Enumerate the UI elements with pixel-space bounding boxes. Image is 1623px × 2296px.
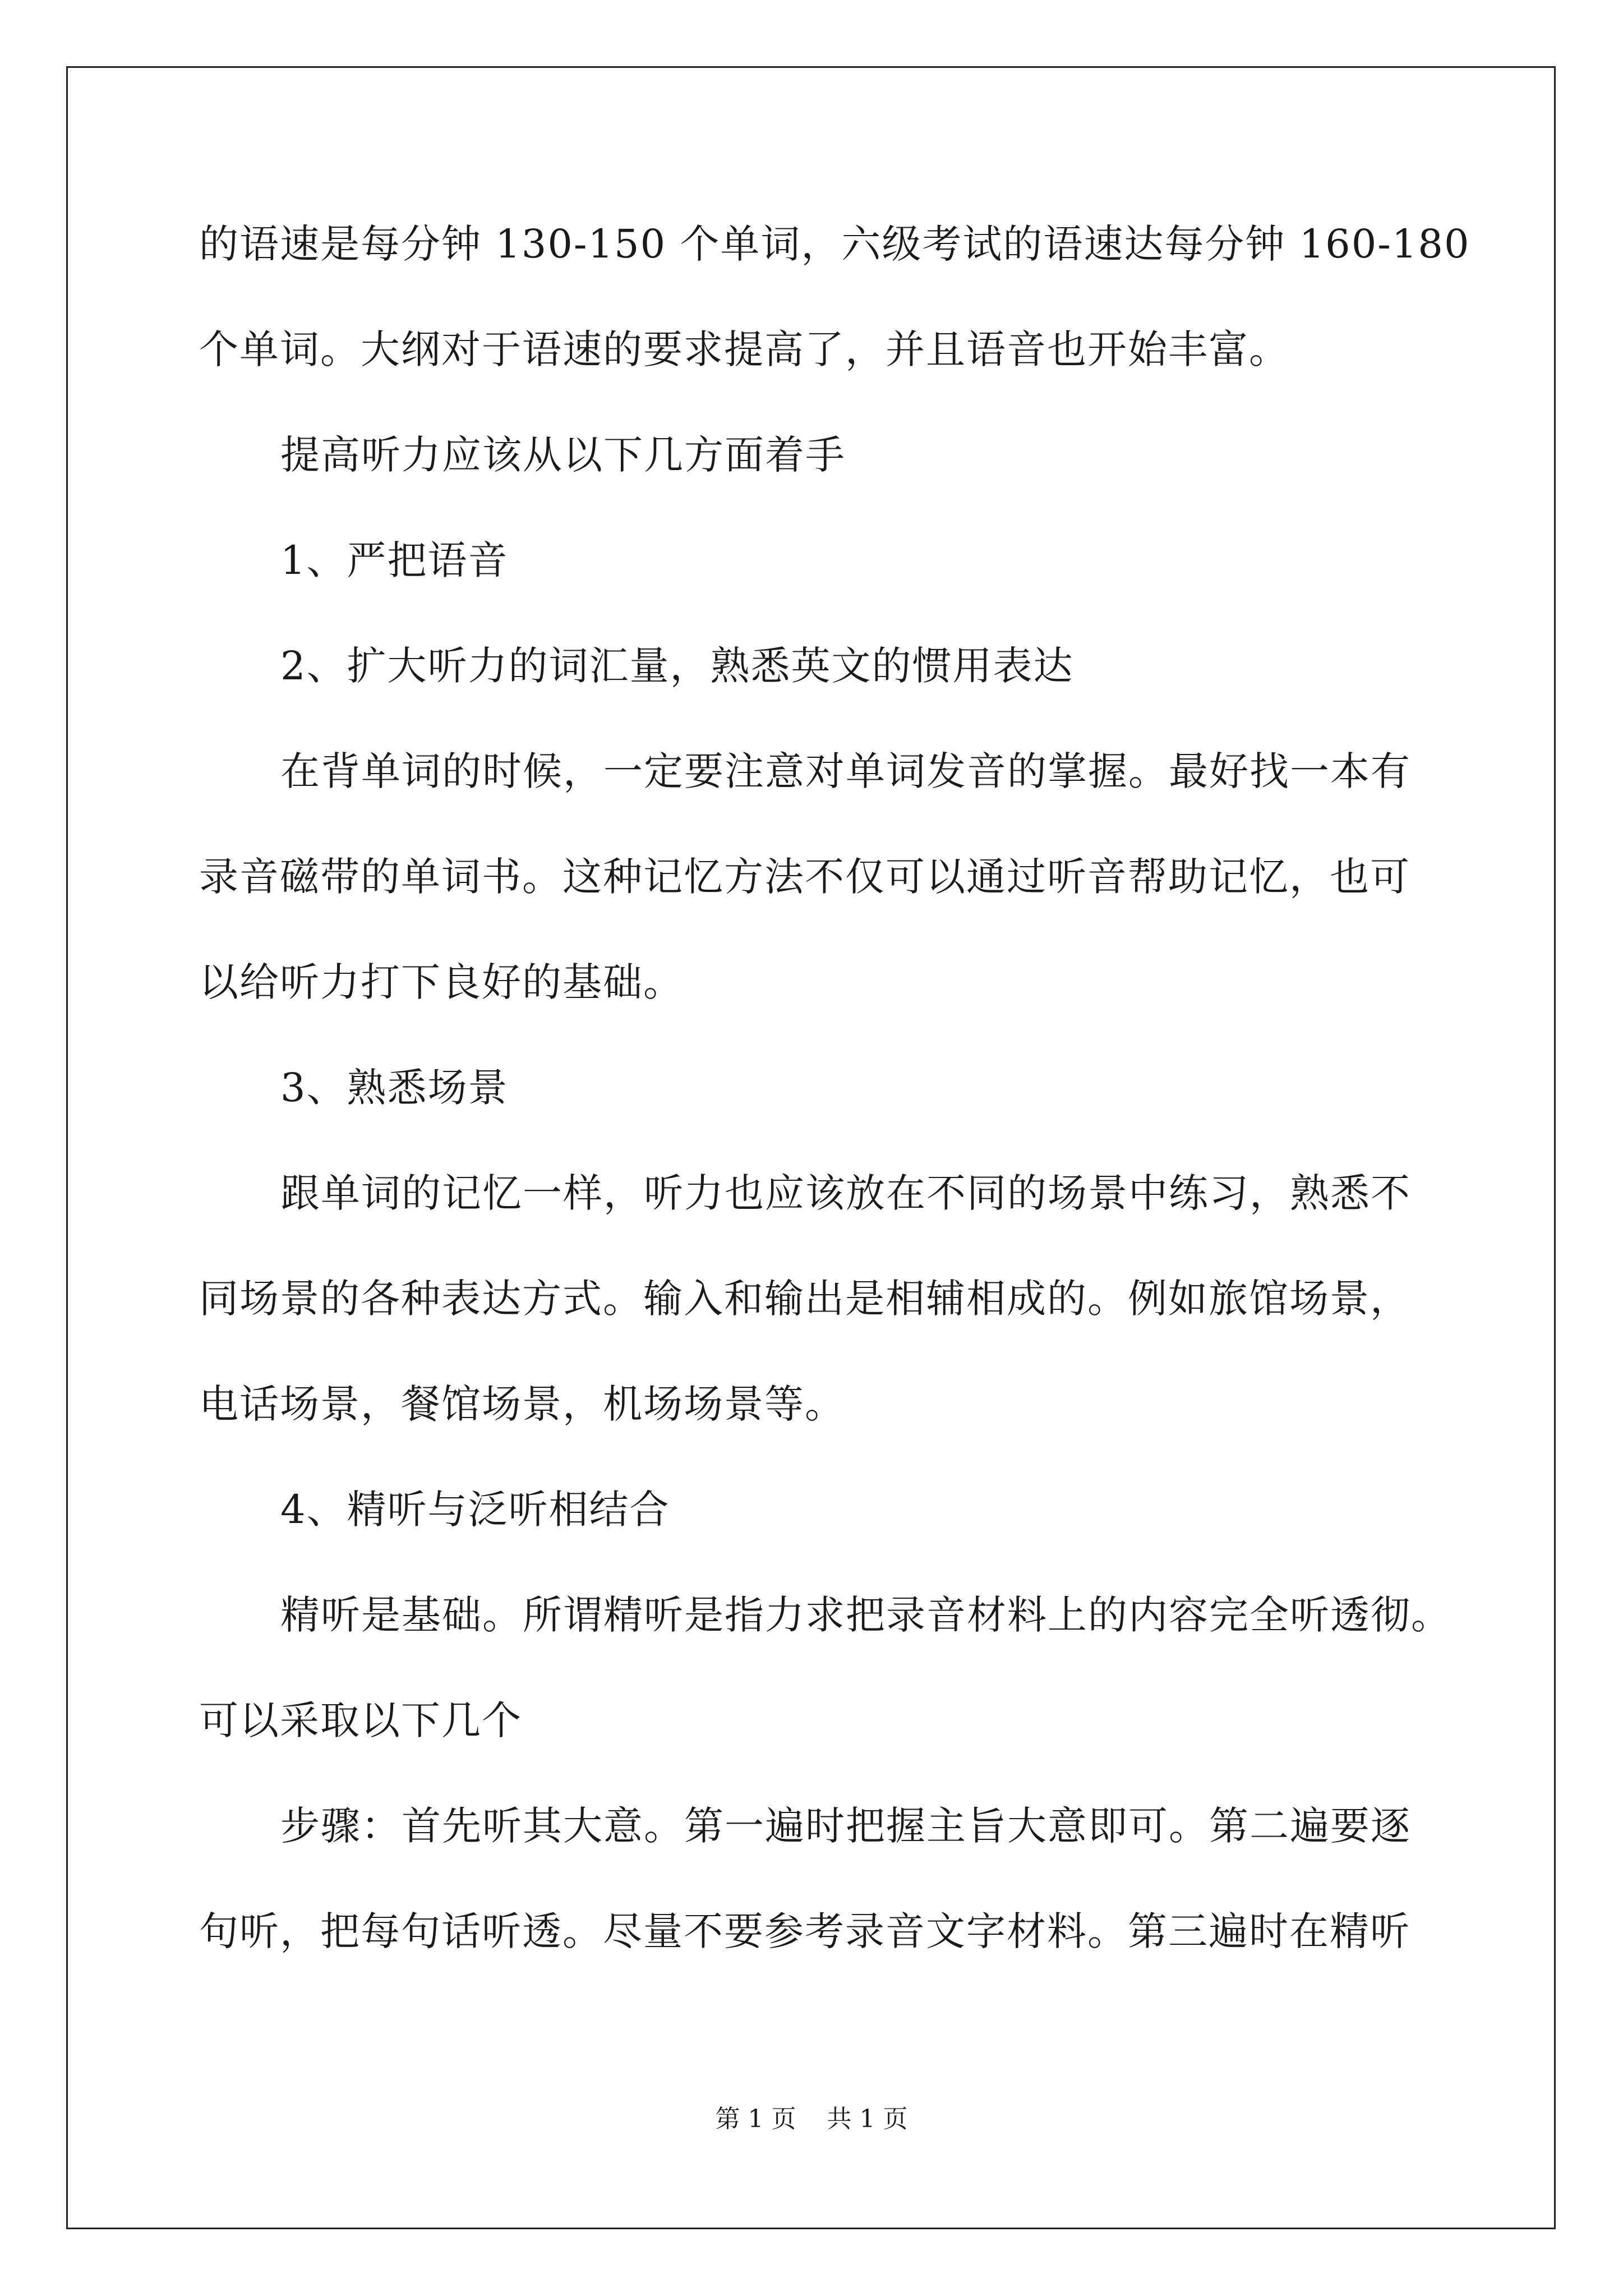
text-line: 的语速是每分钟 130-150 个单词，六级考试的语速达每分钟 160-180 [199,221,1470,267]
text-line: 电话场景，餐馆场景，机场场景等。 [199,1381,845,1427]
list-heading: 3、熟悉场景 [280,1065,509,1111]
list-heading: 1、严把语音 [280,537,509,583]
text-line: 句听，把每句话听透。尽量不要参考录音文字材料。第三遍时在精听 [199,1908,1410,1954]
text-line: 提高听力应该从以下几方面着手 [280,432,846,478]
text-line: 精听是基础。所谓精听是指力求把录音材料上的内容完全听透彻。 [280,1592,1451,1638]
list-heading: 4、精听与泛听相结合 [280,1487,670,1533]
page-number: 第 1 页 [715,2105,796,2133]
text-line: 步骤：首先听其大意。第一遍时把握主旨大意即可。第二遍要逐 [280,1803,1411,1849]
text-line: 在背单词的时候，一定要注意对单词发音的掌握。最好找一本有 [280,748,1411,794]
text-line: 跟单词的记忆一样，听力也应该放在不同的场景中练习，熟悉不 [280,1170,1411,1216]
text-line: 录音磁带的单词书。这种记忆方法不仅可以通过听音帮助记忆，也可 [199,854,1410,900]
text-line: 以给听力打下良好的基础。 [199,959,684,1005]
page-border [66,66,1556,2229]
text-line: 个单词。大纲对于语速的要求提高了，并且语音也开始丰富。 [199,326,1289,372]
page-footer [0,2102,1623,2136]
text-line: 可以采取以下几个 [199,1697,522,1743]
text-line: 同场景的各种表达方式。输入和输出是相辅相成的。例如旅馆场景， [199,1276,1410,1322]
page-total: 共 1 页 [827,2105,908,2133]
list-heading: 2、扩大听力的词汇量，熟悉英文的惯用表达 [280,643,1074,689]
